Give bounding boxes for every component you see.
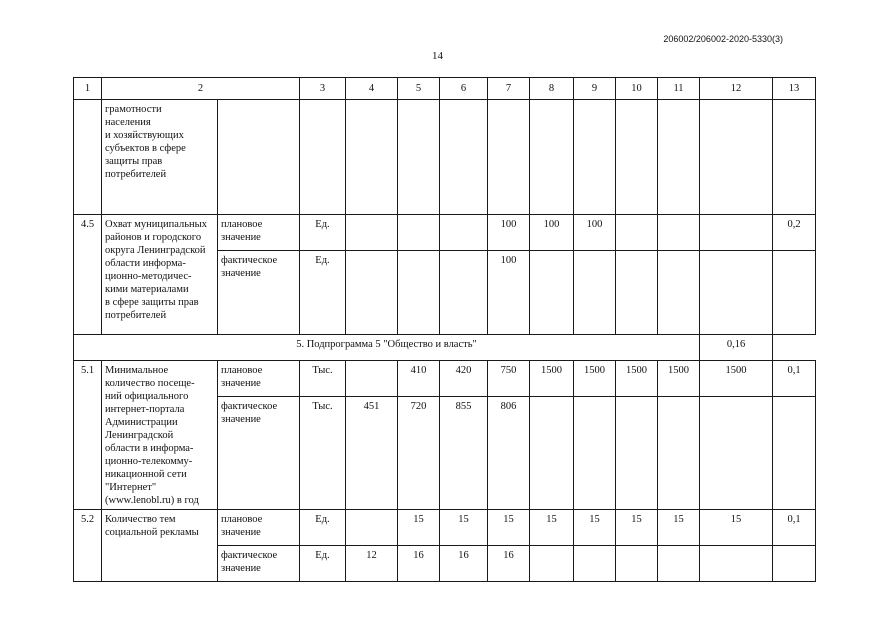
value-cell xyxy=(346,361,398,397)
indicator-description: Количество тем социальной рекламы xyxy=(102,510,218,582)
column-header: 13 xyxy=(773,78,816,100)
value-cell xyxy=(700,546,773,582)
section-weight: 0,16 xyxy=(700,335,773,361)
value-cell: 15 xyxy=(574,510,616,546)
weight-cell xyxy=(773,251,816,335)
column-header: 4 xyxy=(346,78,398,100)
table-row xyxy=(74,361,816,397)
column-header: 11 xyxy=(658,78,700,100)
column-header: 2 xyxy=(102,78,300,100)
unit-cell xyxy=(300,100,346,215)
weight-cell: 0,2 xyxy=(773,215,816,251)
value-cell xyxy=(440,215,488,251)
unit-cell: Ед. xyxy=(300,215,346,251)
value-cell xyxy=(700,251,773,335)
indicator-description: грамотности населения и хозяйствующих субъектов в сфере защиты прав потребителей xyxy=(102,100,218,215)
column-header: 12 xyxy=(700,78,773,100)
column-header: 6 xyxy=(440,78,488,100)
column-header: 5 xyxy=(398,78,440,100)
row-index: 4.5 xyxy=(74,215,102,335)
value-cell: 1500 xyxy=(616,361,658,397)
value-cell: 1500 xyxy=(700,361,773,397)
value-cell xyxy=(530,546,574,582)
value-cell xyxy=(346,251,398,335)
value-cell: 16 xyxy=(488,546,530,582)
row-index xyxy=(74,100,102,215)
value-cell: 15 xyxy=(658,510,700,546)
value-cell xyxy=(658,215,700,251)
value-cell xyxy=(574,251,616,335)
column-header: 10 xyxy=(616,78,658,100)
plan-label: плановое значение xyxy=(218,510,300,546)
fact-label: фактическое значение xyxy=(218,251,300,335)
value-cell xyxy=(530,397,574,510)
value-type xyxy=(218,100,300,215)
table-row xyxy=(74,510,816,546)
value-cell: 855 xyxy=(440,397,488,510)
value-cell: 100 xyxy=(574,215,616,251)
table-row xyxy=(74,100,816,215)
value-cell xyxy=(658,397,700,510)
value-cell: 15 xyxy=(530,510,574,546)
column-header: 9 xyxy=(574,78,616,100)
plan-label: плановое значение xyxy=(218,215,300,251)
value-cell xyxy=(398,215,440,251)
plan-label: плановое значение xyxy=(218,361,300,397)
column-header: 1 xyxy=(74,78,102,100)
row-index: 5.1 xyxy=(74,361,102,510)
section-row xyxy=(74,335,816,361)
column-header: 3 xyxy=(300,78,346,100)
fact-label: фактическое значение xyxy=(218,546,300,582)
value-cell xyxy=(398,251,440,335)
value-cell: 15 xyxy=(488,510,530,546)
value-cell: 15 xyxy=(700,510,773,546)
value-cell xyxy=(574,546,616,582)
value-cell: 806 xyxy=(488,397,530,510)
column-header: 8 xyxy=(530,78,574,100)
value-cell: 1500 xyxy=(530,361,574,397)
value-cell xyxy=(574,397,616,510)
value-cell xyxy=(530,251,574,335)
weight-cell xyxy=(773,546,816,582)
value-cell xyxy=(346,510,398,546)
weight-cell xyxy=(773,397,816,510)
value-cell: 16 xyxy=(398,546,440,582)
weight-cell: 0,1 xyxy=(773,510,816,546)
fact-label: фактическое значение xyxy=(218,397,300,510)
value-cell: 720 xyxy=(398,397,440,510)
row-index: 5.2 xyxy=(74,510,102,582)
unit-cell: Тыс. xyxy=(300,361,346,397)
table-row xyxy=(74,215,816,251)
value-cell: 451 xyxy=(346,397,398,510)
value-cell: 12 xyxy=(346,546,398,582)
unit-cell: Ед. xyxy=(300,251,346,335)
weight-cell: 0,1 xyxy=(773,361,816,397)
value-cell: 1500 xyxy=(574,361,616,397)
indicator-description: Охват муниципальных районов и городского округа Ленинградской области информа- ционно-методичес- кими материалами в сфере защиты прав потребителей xyxy=(102,215,218,335)
section-title: 5. Подпрограмма 5 "Общество и власть" xyxy=(74,335,700,361)
column-header: 7 xyxy=(488,78,530,100)
value-cell: 100 xyxy=(530,215,574,251)
value-cell xyxy=(658,251,700,335)
value-cell: 100 xyxy=(488,251,530,335)
value-cell xyxy=(440,251,488,335)
document-id: 206002/206002-2020-5330(3) xyxy=(663,34,783,44)
indicator-table xyxy=(73,77,816,582)
unit-cell: Ед. xyxy=(300,546,346,582)
value-cell: 420 xyxy=(440,361,488,397)
value-cell xyxy=(346,215,398,251)
value-cell: 16 xyxy=(440,546,488,582)
value-cell xyxy=(658,546,700,582)
column-number-row xyxy=(74,78,816,100)
value-cell: 100 xyxy=(488,215,530,251)
value-cell: 750 xyxy=(488,361,530,397)
value-cell xyxy=(616,251,658,335)
value-cell xyxy=(616,546,658,582)
indicator-description: Минимальное количество посеще- ний официального интернет-портала Администрации Ленинградской области в информа- ционно-телекомму- никационной сети "Интернет" (www.lenobl.ru) в год xyxy=(102,361,218,510)
value-cell xyxy=(616,397,658,510)
value-cell xyxy=(700,397,773,510)
unit-cell: Тыс. xyxy=(300,397,346,510)
page-number: 14 xyxy=(432,50,443,62)
value-cell: 410 xyxy=(398,361,440,397)
value-cell xyxy=(700,215,773,251)
value-cell xyxy=(616,215,658,251)
value-cell: 1500 xyxy=(658,361,700,397)
value-cell: 15 xyxy=(440,510,488,546)
value-cell: 15 xyxy=(398,510,440,546)
unit-cell: Ед. xyxy=(300,510,346,546)
value-cell: 15 xyxy=(616,510,658,546)
